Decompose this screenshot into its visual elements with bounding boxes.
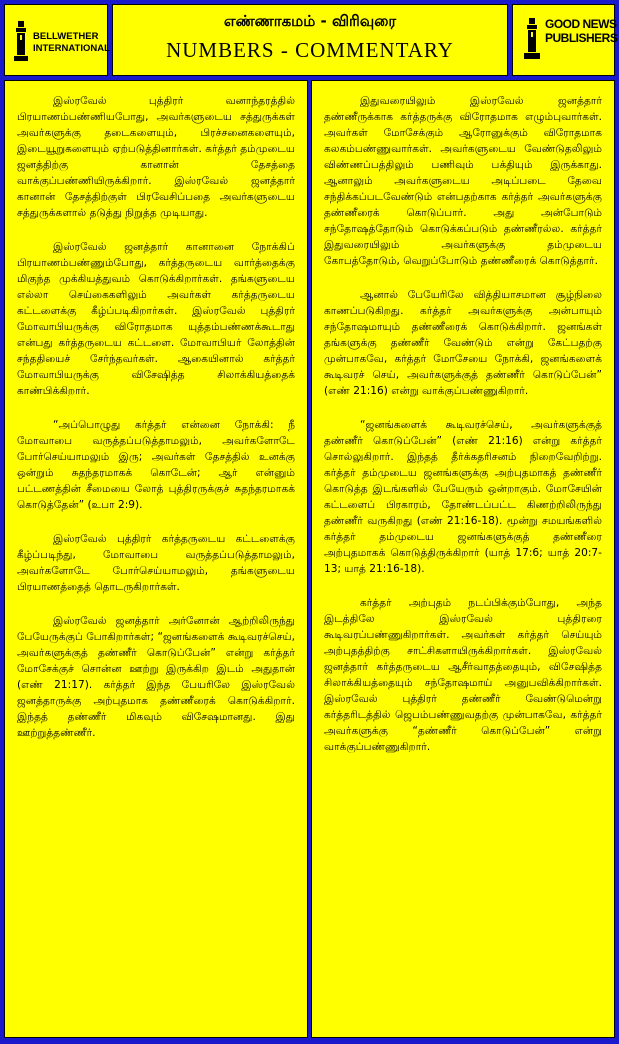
left-text-column bbox=[4, 80, 308, 1038]
paragraph: “ஜனங்களைக் கூடிவரச்செய், அவர்களுக்குத் தண்ணீர் கொடுப்பேன்” (எண் 21:16) என்று கர்த்தர் சொல்லுகிறார். இந்தத் தீர்க்கதரிசனம் நிறைவேறிற்று. கர்த்தர் தம்முடைய ஜனங்களுக்கு அற்புதமாகத் தண்ணீர் கொடுத்த இடங்களில் பேயேரும் ஒன்றாகும். மோசேயின் கட்டளைப் பிரகாரம், தோண்டப்பட்ட கிணற்றிலிருந்து தண்ணீர் வருகிறது (எண் 21:16-18). மூன்று சமயங்களில் கர்த்தர் தம்முடைய ஜனங்களுக்குத் தண்ணீரை அற்புதமாகக் கொடுத்திருக்கிறார் (யாத் 17:6; யாத் 20:7-13; யாத் 21:16-18). bbox=[324, 419, 602, 575]
publisher-logo-right bbox=[512, 4, 618, 76]
header-title-box bbox=[112, 4, 508, 76]
tower-icon bbox=[13, 19, 29, 63]
paragraph: “அப்பொழுது கர்த்தர் என்னை நோக்கி: நீ மோவாபை வருத்தப்படுத்தாமலும், அவர்களோடே போர்செய்யாமலும் இரு; அவர்கள் தேசத்தில் உனக்கு ஒன்றும் சுதந்தரமாகக் கொடேன்; ஆர் என்னும் பட்டணத்தின் சீமையை லோத் புத்திரருக்குச் சுதந்தரமாகக் கொடுத்தேன்” (உபா 2:9). bbox=[17, 419, 295, 511]
paragraph: கர்த்தர் அற்புதம் நடப்பிக்கும்போது, அந்த இடத்திலே இஸ்ரவேல் புத்திரரை கூடிவரப்பண்ணுகிறார்கள். அவர்கள் கர்த்தர் செய்யும் அற்புதத்திற்கு சாட்சிகளாயிருக்கிறார்கள். இஸ்ரவேல் ஜனத்தார் கர்த்தருடைய ஆசீர்வாதத்தையும், விசேஷித்த சிலாக்கியத்தையும் சந்தோஷமாய் அனுபவிக்கிறார்கள். இஸ்ரவேல் புத்திரர் தண்ணீர் வேண்டுமென்று கர்த்தரிடத்தில் ஜெபம்பண்ணுவதற்கு முன்பாகவே, கர்த்தர் அவர்களுக்கு “தண்ணீர் கொடுப்பேன்” என்று வாக்குப்பண்ணுகிறார். bbox=[324, 597, 602, 753]
paragraph: ஆனால் பேயேரிலே வித்தியாசமான சூழ்நிலை காணப்படுகிறது. கர்த்தர் அவர்களுக்கு அன்பாயும் சந்தோஷமாயும் தண்ணீரைக் கொடுக்கிறார். ஜனங்கள் தங்களுக்கு தண்ணீர் வேண்டும் என்று கேட்பதற்கு முன்பாகவே, கர்த்தர் மோசேயை நோக்கி, ஜனங்களைக் கூடிவரச் செய், அவர்களுக்குத் தண்ணீர் கொடுப்பேன்” (எண் 21:16) என்று வாக்குப்பண்ணுகிறார். bbox=[324, 289, 602, 397]
paragraph: இஸ்ரவேல் புத்திரர் கர்த்தருடைய கட்டளைக்கு கீழ்ப்படிந்து, மோவாபை வருத்தப்படுத்தாமலும், அவர்களோடே போர்செய்யாமலும், தங்களுடைய பிரயாணத்தைத் தொடருகிறார்கள். bbox=[17, 533, 295, 593]
paragraph: இஸ்ரவேல் ஜனத்தார் கானானை நோக்கிப் பிரயாணம்பண்ணும்போது, கர்த்தருடைய வார்த்தைக்கு மிகுந்த முக்கியத்துவம் கொடுக்கிறார்கள். தங்களுடைய எல்லா செய்கைகளிலும் அவர்கள் கர்த்தருடைய கட்டளைக்கு கீழ்ப்படிகிறார்கள். இஸ்ரவேல் புத்திரர் மோவாபியருக்கு விரோதமாக யுத்தம்பண்ணக்கூடாது என்பது கர்த்தருடைய கட்டளை. மோவாபியர் லோத்தின் சந்ததியைச் சேர்ந்தவர்கள். ஆகையினால் கர்த்தர் மோவாபியருக்கு விசேஷித்த சிலாக்கியத்தைக் காண்பிக்கிறார். bbox=[17, 241, 295, 397]
paragraph: இதுவரையிலும் இஸ்ரவேல் ஜனத்தார் தண்ணீருக்காக கர்த்தருக்கு விரோதமாக எழும்புவார்கள். அவர்கள் மோசேக்கும் ஆரோனுக்கும் விரோதமாக கலகம்பண்ணுவார்கள். அவர்களுடைய வேண்டுதலிலும் விண்ணப்பத்திலும் பணிவும் பக்தியும் இருக்காது. ஆனாலும் அவர்களுடைய அடிப்படை தேவை சந்திக்கப்படவேண்டும் என்பதற்காக கர்த்தர் அவர்களுக்கு தண்ணீரைக் கொடுப்பார். அது அன்போடும் சந்தோஷத்தோடும் கொடுக்கப்படும் தண்ணீரல்ல. கர்த்தர் இதுவரையிலும் அவர்களுக்கு தம்முடைய கோபத்தோடும், வெறுப்போடும் தண்ணீரைக் கொடுத்தார். bbox=[324, 95, 602, 267]
right-text-column bbox=[311, 80, 615, 1038]
title-english: NUMBERS - COMMENTARY bbox=[166, 38, 454, 62]
left-logo-line1: BELLWETHER bbox=[33, 31, 99, 42]
left-logo-line2: INTERNATIONAL bbox=[33, 43, 110, 54]
paragraph: இஸ்ரவேல் புத்திரர் வனாந்தரத்தில் பிரயாணம்பண்ணியபோது, அவர்களுடைய சத்துருக்கள் அவர்களுக்கு தடைகளையும், பிரச்சனைகளையும், இடையூறுகளையும் ஏற்படுத்தினார்கள். கர்த்தர் தம்முடைய ஜனத்திற்கு கானான் தேசத்தை வாக்குப்பண்ணியிருக்கிறார். இஸ்ரவேல் ஜனத்தார் கானான் தேசத்திற்குள் பிரவேசிப்பதை அவர்களுடைய சத்துருக்களால் தடுத்து நிறுத்த முடியாது. bbox=[17, 95, 295, 219]
publisher-logo-left bbox=[4, 4, 108, 76]
title-tamil: எண்ணாகமம் - விரிவுரை bbox=[223, 12, 397, 30]
right-logo-line1: GOOD NEWS bbox=[545, 17, 617, 31]
right-logo-line2: PUBLISHERS bbox=[545, 31, 618, 45]
tower-icon bbox=[521, 17, 543, 61]
paragraph: இஸ்ரவேல் ஜனத்தார் அர்னோன் ஆற்றிலிருந்து பேயேருக்குப் போகிறார்கள்; “ஜனங்களைக் கூடிவரச்செய், அவர்களுக்குத் தண்ணீர் கொடுப்பேன்” என்று கர்த்தர் மோசேக்குச் சொன்ன ஊற்று இருக்கிற இடம் அதுதான் (எண் 21:17). கர்த்தர் இந்த பேயரிலே இஸ்ரவேல் ஜனத்தாருக்கு அற்புதமாக தண்ணீரைக் கொடுக்கிறார். இந்தத் தண்ணீர் மிகவும் விசேஷமானது. இது ஊற்றுத்தண்ணீர். bbox=[17, 615, 295, 739]
